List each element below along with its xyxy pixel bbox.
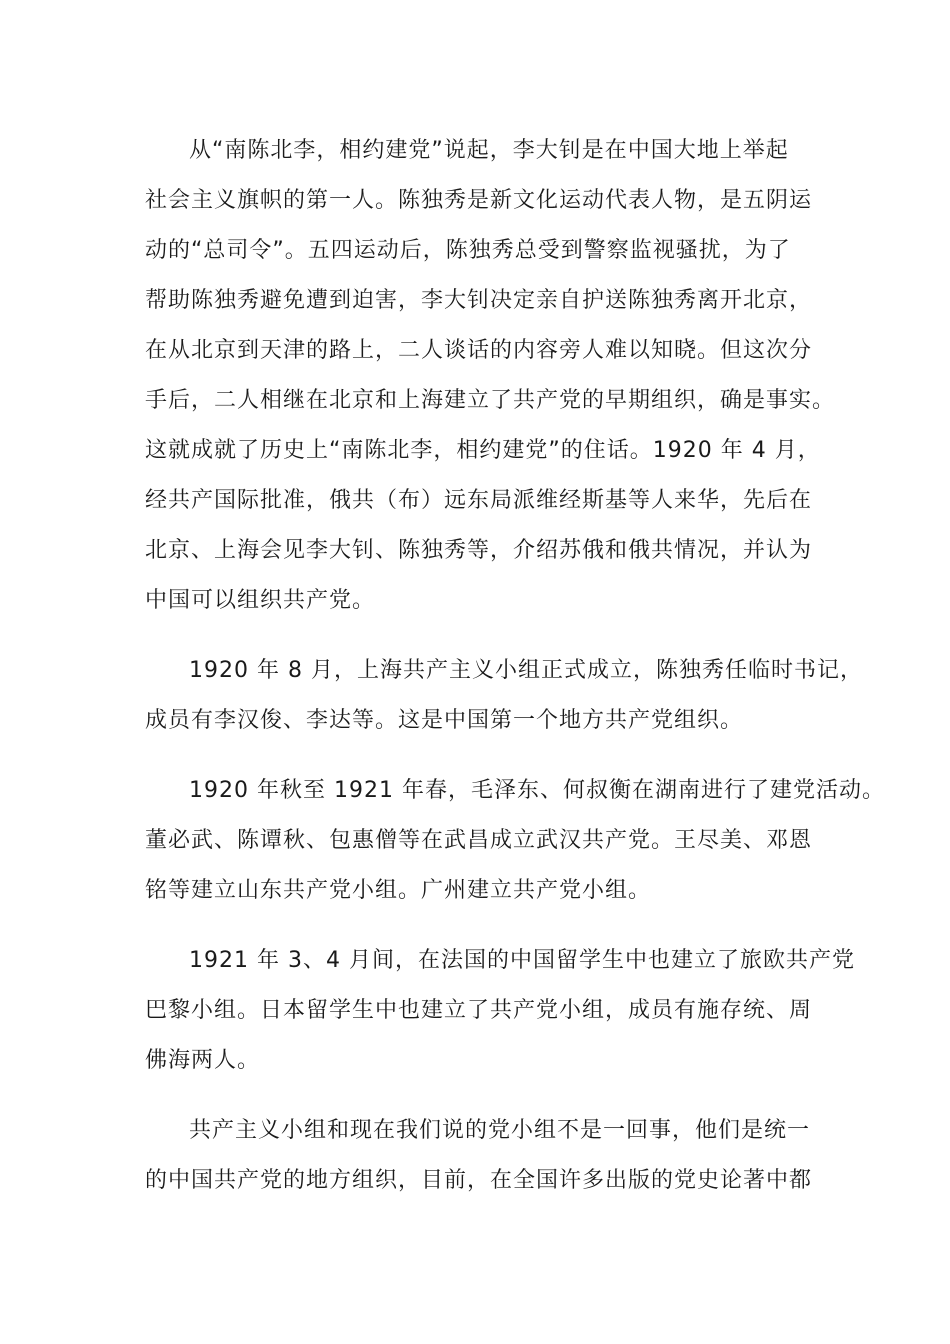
- paragraph-line: 从“南陈北李，相约建党”说起，李大钊是在中国大地上举起: [189, 138, 789, 163]
- paragraph-line: 佛海两人。: [145, 1048, 261, 1073]
- paragraph-line: 1920 年 8 月，上海共产主义小组正式成立，陈独秀任临时书记，: [189, 658, 863, 683]
- paragraph-line: 这就成就了历史上“南陈北李，相约建党”的住话。1920 年 4 月，: [145, 438, 821, 463]
- paragraph-line: 社会主义旗帜的第一人。陈独秀是新文化运动代表人物，是五阴运: [145, 188, 813, 213]
- paragraph-line: 动的“总司令”。五四运动后，陈独秀总受到警察监视骚扰，为了: [145, 238, 791, 263]
- paragraph-line: 中国可以组织共产党。: [145, 588, 376, 613]
- paragraph-line: 帮助陈独秀避免遭到迫害，李大钊决定亲自护送陈独秀离开北京，: [145, 288, 813, 313]
- paragraph-line: 巴黎小组。日本留学生中也建立了共产党小组，成员有施存统、周: [145, 998, 813, 1023]
- paragraph-line: 1921 年 3、4 月间，在法国的中国留学生中也建立了旅欧共产党: [189, 948, 855, 973]
- paragraph-line: 手后，二人相继在北京和上海建立了共产党的早期组织，确是事实。: [145, 388, 836, 413]
- paragraph-line: 的中国共产党的地方组织，目前，在全国许多出版的党史论著中都: [145, 1168, 813, 1193]
- paragraph-line: 1920 年秋至 1921 年春，毛泽东、何叔衡在湖南进行了建党活动。: [189, 778, 885, 803]
- paragraph-line: 成员有李汉俊、李达等。这是中国第一个地方共产党组织。: [145, 708, 744, 733]
- paragraph-line: 董必武、陈谭秋、包惠僧等在武昌成立武汉共产党。王尽美、邓恩: [145, 828, 813, 853]
- paragraph-line: 经共产国际批准，俄共（布）远东局派维经斯基等人来华，先后在: [145, 488, 813, 513]
- paragraph-line: 在从北京到天津的路上，二人谈话的内容旁人难以知晓。但这次分: [145, 338, 813, 363]
- paragraph-line: 共产主义小组和现在我们说的党小组不是一回事，他们是统一: [189, 1118, 811, 1143]
- paragraph-line: 铭等建立山东共产党小组。广州建立共产党小组。: [145, 878, 652, 903]
- paragraph-line: 北京、上海会见李大钊、陈独秀等，介绍苏俄和俄共情况，并认为: [145, 538, 813, 563]
